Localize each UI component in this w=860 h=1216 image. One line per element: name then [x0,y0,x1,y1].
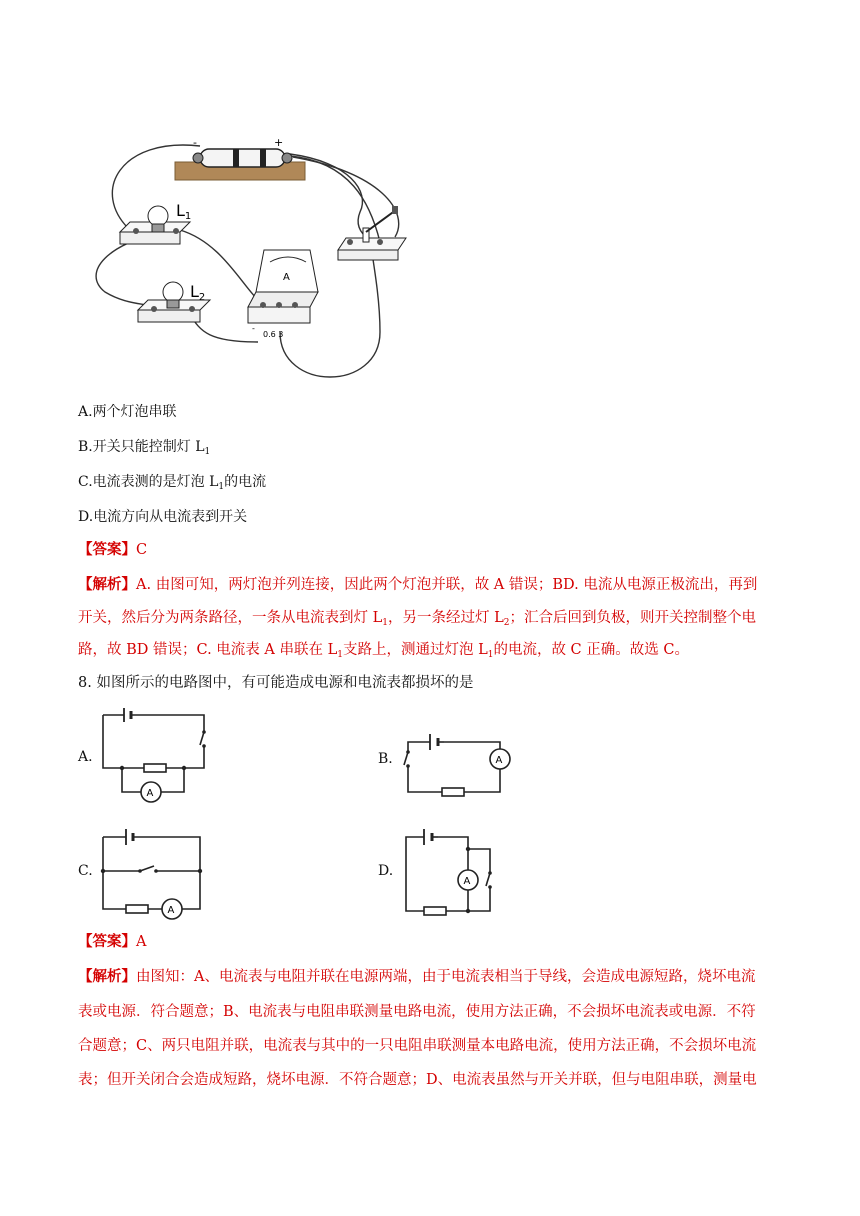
q8-analysis-line3: 合题意；C、两只电阻并联，电流表与其中的一只电阻串联测量本电路电流，使用方法正确，不会损坏电流 [78,1038,757,1054]
q8-circuit-a [100,710,220,810]
lamp1-label: L1 [176,201,192,222]
q7-option-c: C.电流表测的是灯泡 $L_1$的电流 [78,474,267,492]
q8-label-c: C. [78,863,93,879]
ammeter-letter: A [283,272,290,283]
q7-option-b: B.开关只能控制灯 $L_1$ [78,439,211,457]
battery-plus-label: + [274,136,284,149]
q7-analysis-line1: 【解析】A. 由图可知，两灯泡并列连接，因此两个灯泡并联，故 A 错误；BD. 电流从电源正极流出，再到 [78,576,758,593]
q7-answer: 【答案】C [78,541,148,558]
q8-circuit-b [402,722,522,812]
q7-option-d: D.电流方向从电流表到开关 [78,509,248,525]
circuit-photo-illustration [80,132,520,392]
q7-analysis-line3: 路，故 BD 错误；C. 电流表 A 串联在 $L_1$支路上，测通过灯泡 $L_1$的电流，故 C 正确。故选 C。 [78,642,689,660]
q8-d-meter-letter: A [463,876,471,887]
ammeter-terminal-labels: 0.6 3 [263,330,284,339]
q8-circuit-d [402,825,512,925]
q8-c-meter-letter: A [167,905,175,916]
q8-answer: 【答案】A [78,933,147,950]
q8-analysis-line2: 表或电源．符合题意；B、电流表与电阻串联测量电路电流，使用方法正确，不会损坏电流表或电源．不符 [78,1004,756,1020]
q8-label-d: D. [378,863,394,879]
q8-label-a: A. [78,749,93,765]
ammeter-minus-label: - [252,324,255,333]
battery-minus-label: - [193,136,197,149]
q7-analysis-line2: 开关，然后分为两条路径，一条从电流表到灯 $L_1$，另一条经过灯 $L_2$；汇合后回到负极，则开关控制整个电 [78,610,756,628]
q8-analysis-line4: 表；但开关闭合会造成短路，烧坏电源．不符合题意；D、电流表虽然与开关并联，但与电阻串联，测量电 [78,1072,757,1088]
lamp2-label: L2 [190,282,206,303]
q8-b-meter-letter: A [495,755,503,766]
q8-circuit-c [100,825,220,925]
q8-label-b: B. [378,751,393,767]
q7-option-a: A.两个灯泡串联 [78,404,177,420]
q8-question: 8. 如图所示的电路图中，有可能造成电源和电流表都损坏的是 [78,675,474,691]
q8-analysis-line1: 【解析】由图知：A、电流表与电阻并联在电源两端，由于电流表相当于导线，会造成电源短路，烧坏电流 [78,968,756,985]
q8-a-meter-letter: A [146,788,154,799]
